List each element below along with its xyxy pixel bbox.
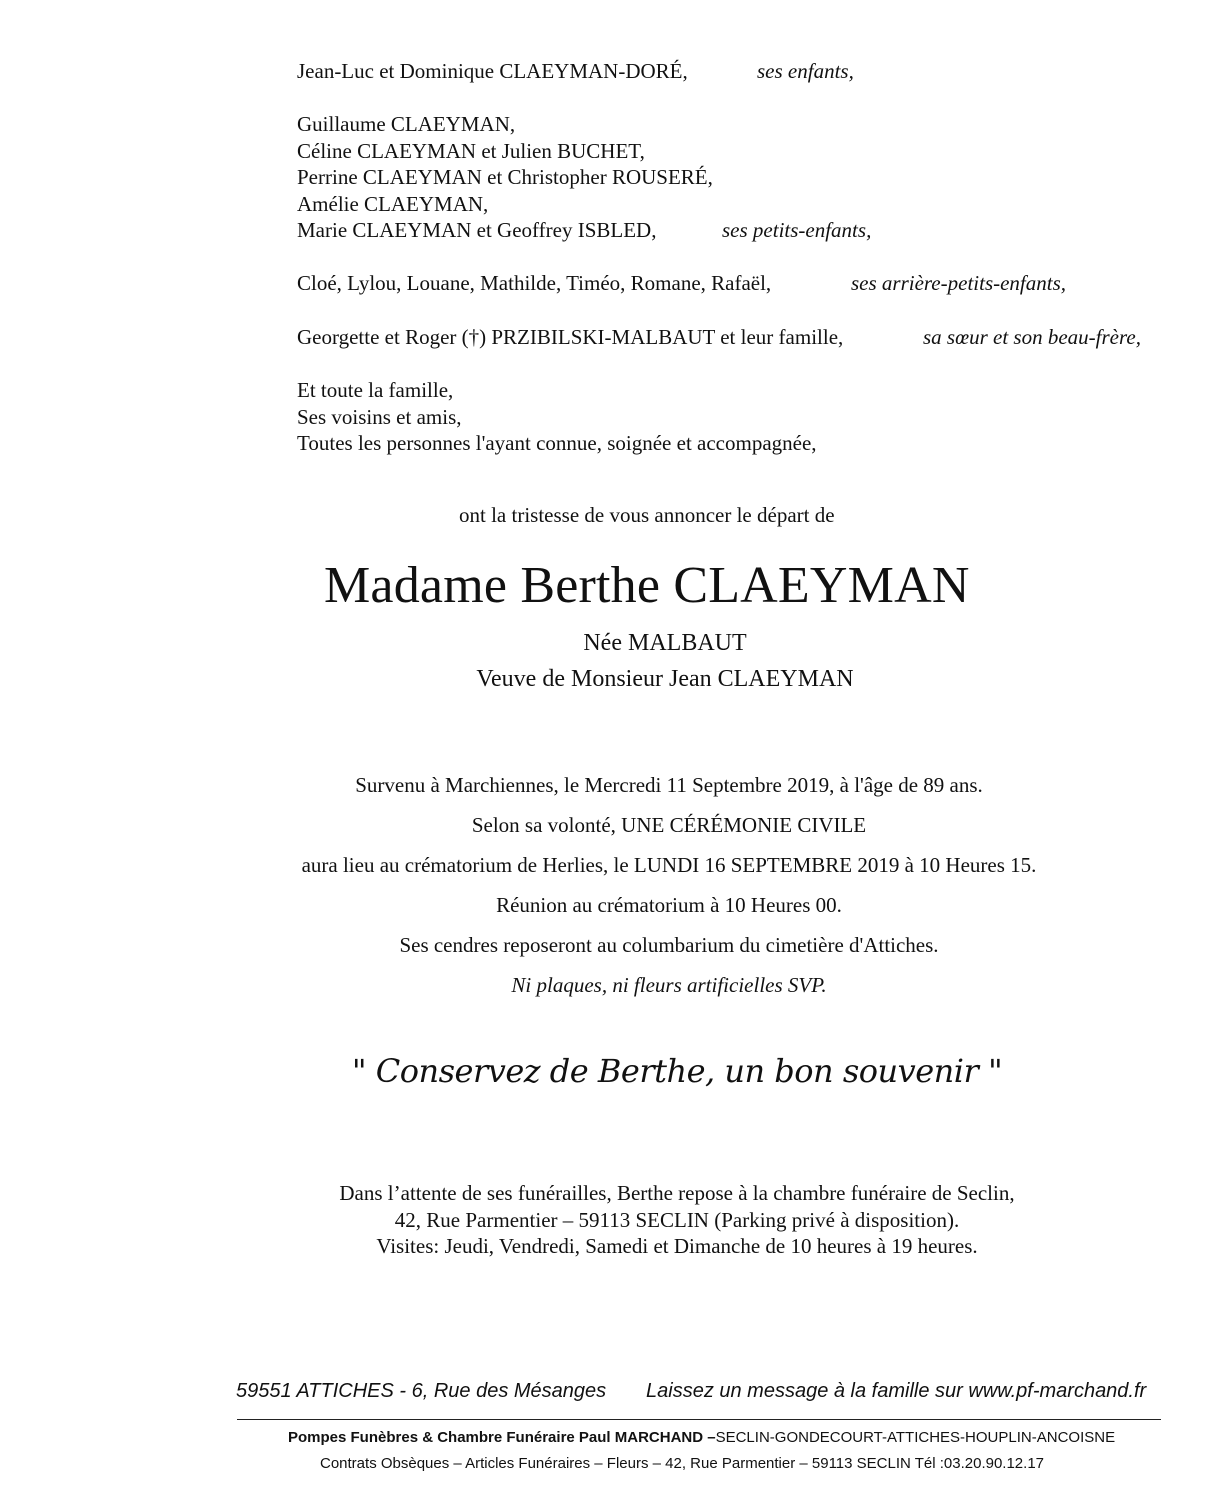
detail-line: Survenu à Marchiennes, le Mercredi 11 Septembre 2019, à l'âge de 89 ans. [355, 773, 983, 797]
company-name: Pompes Funèbres & Chambre Funéraire Paul MARCHAND – [288, 1429, 716, 1446]
company-locations: SECLIN-GONDECOURT-ATTICHES-HOUPLIN-ANCOISNE [715, 1429, 1116, 1446]
sibling-names: Georgette et Roger (†) PRZIBILSKI-MALBAUT et leur famille, [297, 325, 844, 349]
footer-message: Laissez un message à la famille sur www.pf-marchand.fr [646, 1380, 1147, 1402]
visitation-line: Visites: Jeudi, Vendredi, Samedi et Dimanche de 10 heures à 19 heures. [376, 1234, 978, 1258]
detail-line: Ses cendres reposeront au columbarium du cimetière d'Attiches. [399, 933, 939, 957]
flowers-request: Ni plaques, ni fleurs artificielles SVP. [511, 973, 827, 997]
great-grandchildren-names: Cloé, Lylou, Louane, Mathilde, Timéo, Romane, Rafaël, [297, 271, 772, 295]
grandchild-line: Guillaume CLAEYMAN, [297, 112, 516, 136]
grandchild-line: Perrine CLAEYMAN et Christopher ROUSERÉ, [297, 165, 713, 189]
others-line: Et toute la famille, [297, 378, 454, 402]
great-grandchildren-role: ses arrière-petits-enfants, [851, 271, 1067, 295]
footer-company [288, 1429, 1115, 1446]
children-role: ses enfants, [757, 59, 854, 83]
footer-services: Contrats Obsèques – Articles Funéraires – Fleurs – 42, Rue Parmentier – 59113 SECLIN Tél :03.20.90.12.17 [320, 1455, 1045, 1472]
children-names: Jean-Luc et Dominique CLAEYMAN-DORÉ, [297, 59, 688, 83]
others-line: Toutes les personnes l'ayant connue, soignée et accompagnée, [297, 431, 817, 455]
memorial-quote: " Conservez de Berthe, un bon souvenir " [351, 1052, 1003, 1090]
announcement-intro: ont la tristesse de vous annoncer le départ de [459, 503, 835, 527]
grandchildren-role: ses petits-enfants, [722, 218, 872, 242]
visitation-line: Dans l’attente de ses funérailles, Berthe repose à la chambre funéraire de Seclin, [339, 1181, 1015, 1205]
visitation-line: 42, Rue Parmentier – 59113 SECLIN (Parking privé à disposition). [394, 1207, 960, 1232]
maiden-name: Née MALBAUT [583, 630, 747, 656]
detail-line: Selon sa volonté, UNE CÉRÉMONIE CIVILE [471, 813, 867, 837]
others-line: Ses voisins et amis, [297, 404, 462, 429]
sibling-role: sa sœur et son beau-frère, [923, 325, 1141, 349]
detail-line: Réunion au crématorium à 10 Heures 00. [496, 893, 842, 917]
deceased-name: Madame Berthe CLAEYMAN [324, 557, 970, 614]
grandchild-line: Amélie CLAEYMAN, [297, 191, 489, 216]
grandchild-line: Céline CLAEYMAN et Julien BUCHET, [297, 138, 645, 163]
widow-of: Veuve de Monsieur Jean CLAEYMAN [476, 666, 854, 692]
footer-divider [237, 1419, 1161, 1420]
grandchild-line: Marie CLAEYMAN et Geoffrey ISBLED, [297, 218, 657, 242]
footer-address: 59551 ATTICHES - 6, Rue des Mésanges [236, 1380, 607, 1402]
detail-line: aura lieu au crématorium de Herlies, le LUNDI 16 SEPTEMBRE 2019 à 10 Heures 15. [301, 853, 1037, 877]
